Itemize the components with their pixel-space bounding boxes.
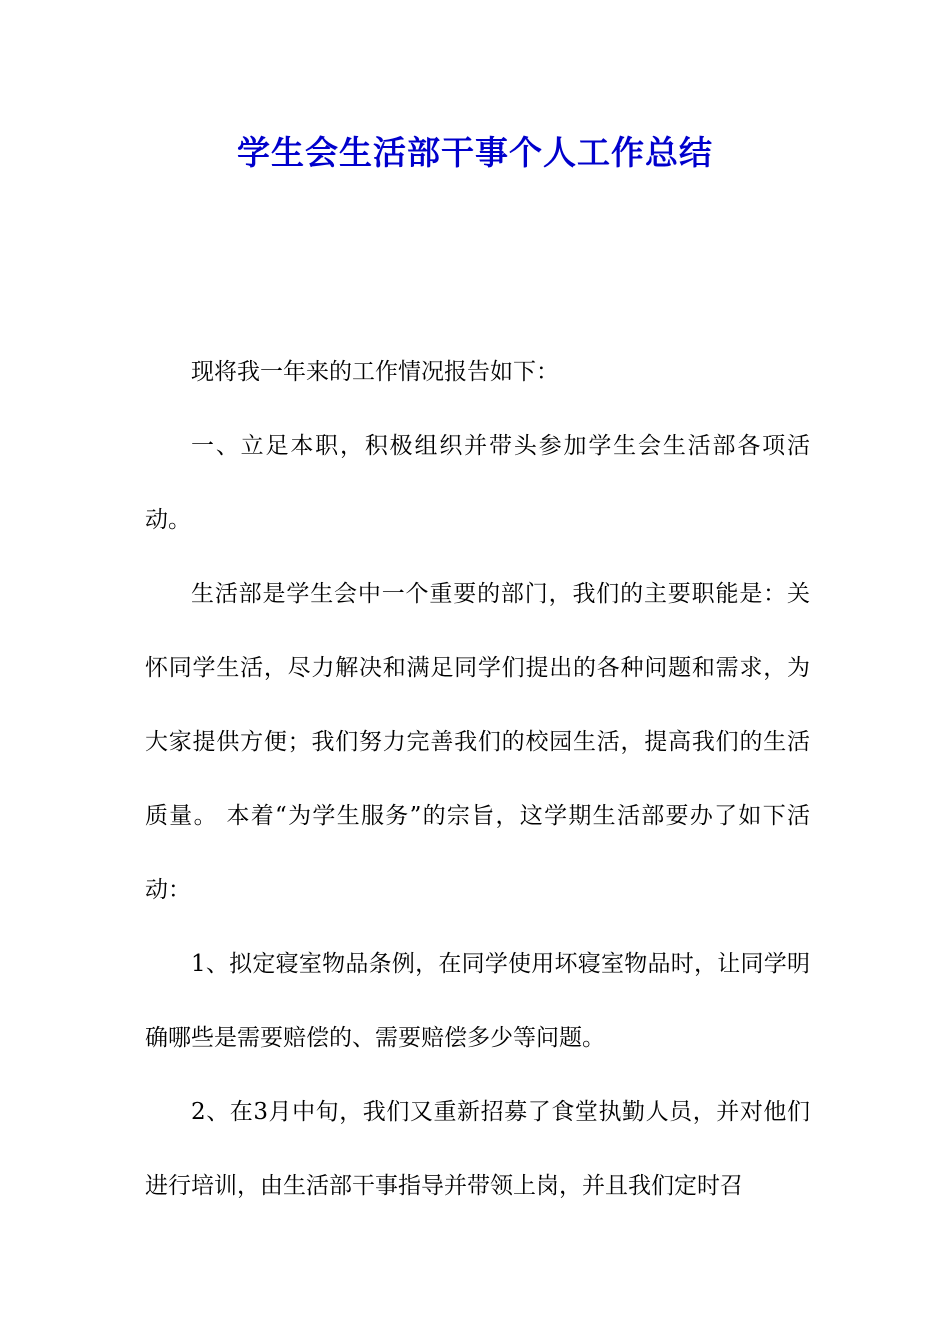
paragraph-section-one-heading: 一、立足本职，积极组织并带头参加学生会生活部各项活动。: [145, 433, 810, 533]
document-body: [145, 335, 810, 1223]
paragraph-item-two: 2、在3月中旬，我们又重新招募了食堂执勤人员，并对他们进行培训，由生活部干事指导并带领上岗，并且我们定时召: [145, 1099, 810, 1199]
paragraph-intro: 现将我一年来的工作情况报告如下：: [191, 359, 559, 385]
document-title: 学生会生活部干事个人工作总结: [237, 133, 713, 172]
paragraph-life-department-duties: 生活部是学生会中一个重要的部门，我们的主要职能是：关怀同学生活，尽力解决和满足同学们提出的各种问题和需求，为大家提供方便；我们努力完善我们的校园生活，提高我们的生活质量。 本着“为学生服务”的宗旨，这学期生活部要办了如下活动：: [145, 581, 810, 903]
paragraph-item-one: 1、拟定寝室物品条例，在同学使用坏寝室物品时，让同学明确哪些是需要赔偿的、需要赔偿多少等问题。: [145, 951, 810, 1051]
